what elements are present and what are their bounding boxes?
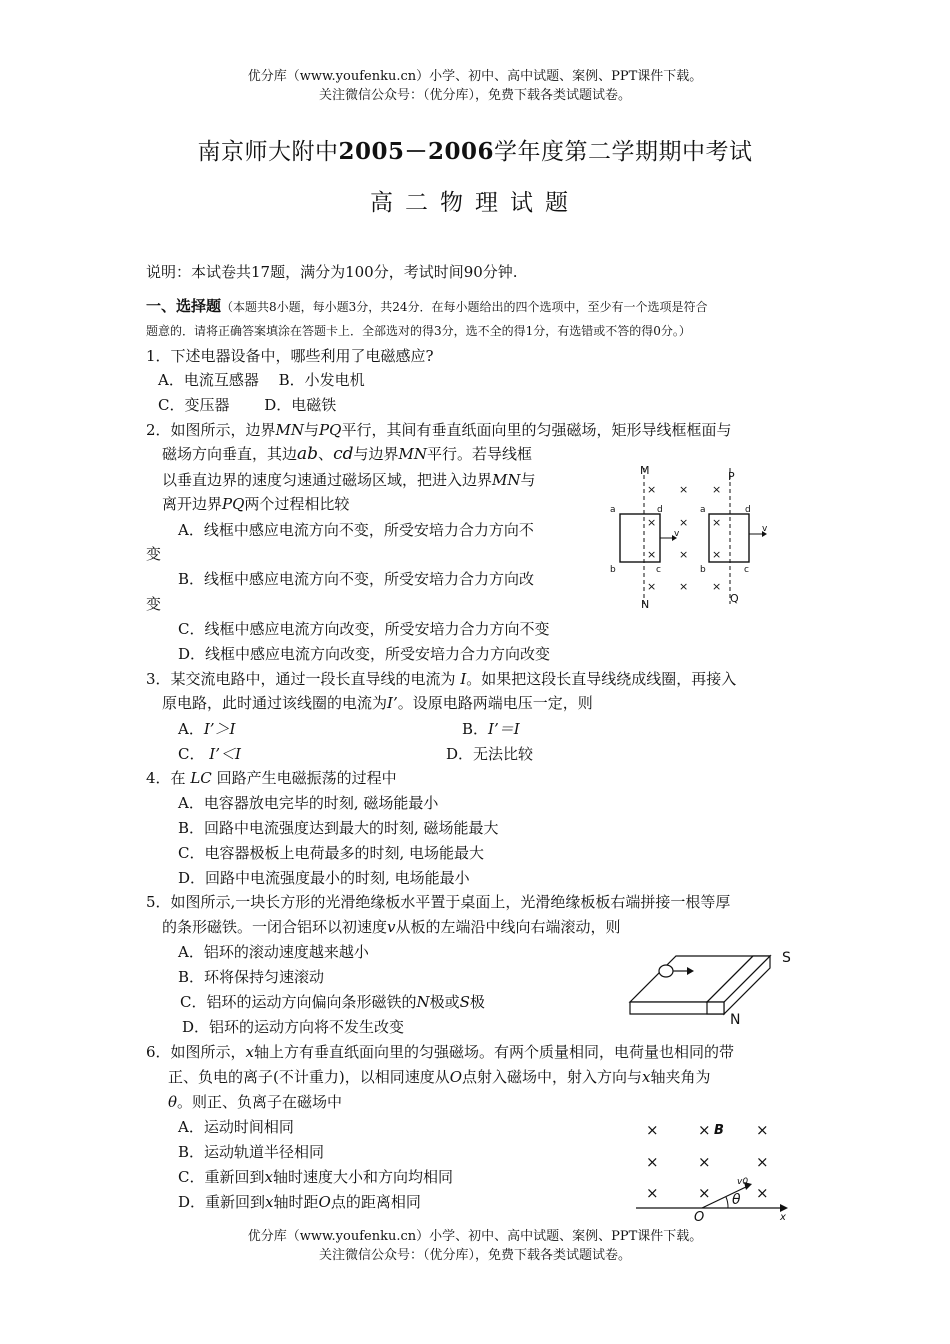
label-a2: a (700, 505, 706, 515)
origin-label: O (694, 1210, 705, 1222)
q3-stem-line1: 3．某交流电路中，通过一段长直导线的电流为 I。如果把这段长直导线绕成线圈，再接入 (146, 670, 737, 688)
exam-subject: 高二物理试题 (370, 190, 580, 216)
q5-option-c: C．铝环的运动方向偏向条形磁铁的N极或S极 (180, 993, 485, 1011)
field-crosses (647, 483, 721, 593)
q2-figure (604, 462, 794, 612)
label-d: d (657, 505, 663, 515)
label-m: M (640, 464, 650, 477)
q5-stem-line1: 5．如图所示,一块长方形的光滑绝缘板水平置于桌面上，光滑绝缘板板右端拼接一根等厚 (146, 893, 731, 911)
q6-option-a: A．运动时间相同 (178, 1118, 294, 1136)
q2-option-d: D．线框中感应电流方向改变，所受安培力合力方向改变 (178, 645, 551, 663)
q3-option-d: D．无法比较 (446, 745, 534, 763)
magnet-label-s: S (782, 950, 791, 966)
q6-option-c: C．重新回到x轴时速度大小和方向均相同 (178, 1168, 453, 1186)
svg-text:×: × (679, 548, 689, 561)
svg-text:×: × (679, 516, 689, 529)
q4-option-a: A．电容器放电完毕的时刻, 磁场能最小 (178, 794, 439, 812)
section1-desc: 题意的．请将正确答案填涂在答题卡上．全部选对的得3分，选不全的得1分，有选错或不答的得0分。） (146, 324, 691, 338)
aluminum-ring (659, 965, 673, 977)
q3-option-b: B．I’＝I (462, 720, 520, 738)
label-v-left: v (674, 529, 680, 539)
svg-text:×: × (679, 580, 689, 593)
q2-stem-line2: 磁场方向垂直，其边ab、cd与边界MN平行。若导线框 (162, 444, 532, 464)
svg-text:×: × (646, 1153, 659, 1171)
theta-label: θ (732, 1192, 741, 1208)
svg-text:×: × (647, 548, 657, 561)
svg-text:×: × (756, 1184, 769, 1202)
svg-text:×: × (646, 1121, 659, 1139)
x-axis-label: x (780, 1212, 786, 1222)
svg-text:×: × (679, 483, 689, 496)
q2-stem-line4: 离开边界PQ两个过程相比较 (162, 495, 350, 513)
magnet-front (707, 1002, 724, 1014)
field-crosses (646, 1121, 769, 1202)
q1-options-ab: A．电流互感器 B．小发电机 (158, 371, 365, 389)
q5-stem-line2: 的条形磁铁。一闭合铝环以初速度v从板的左端沿中线向右端滚动，则 (162, 918, 621, 936)
v0-label: v0 (737, 1177, 749, 1187)
label-b2: b (700, 565, 706, 575)
magnet-label-n: N (730, 1012, 741, 1026)
q1-stem: 1．下述电器设备中，哪些利用了电磁感应? (146, 347, 434, 365)
q2-stem-line3: 以垂直边界的速度匀速通过磁场区域，把进入边界MN与 (162, 471, 536, 489)
site-banner-top-line1: 优分库（www.youfenku.cn）小学、初中、高中试题、案例、PPT课件下载。 (247, 69, 703, 84)
q4-option-b: B．回路中电流强度达到最大的时刻, 磁场能最大 (178, 819, 499, 837)
q1-options-cd: C．变压器 D．电磁铁 (158, 396, 337, 414)
q3-option-a: A．I’＞I (178, 720, 236, 738)
label-p: P (728, 470, 735, 483)
q6-stem-line1: 6．如图所示，x轴上方有垂直纸面向里的匀强磁场。有两个质量相同，电荷量也相同的带 (146, 1043, 735, 1061)
q2-option-a-cont: 变 (146, 545, 162, 563)
label-a: a (610, 505, 616, 515)
svg-text:×: × (647, 516, 657, 529)
field-label-b: B (714, 1123, 724, 1138)
site-banner-top-line2: 关注微信公众号：（优分库），免费下载各类试题试卷。 (318, 88, 631, 103)
q5-figure (624, 944, 804, 1026)
q2-stem-line1: 2．如图所示，边界MN与PQ平行，其间有垂直纸面向里的匀强磁场，矩形导线框框面与 (146, 421, 732, 439)
section1-heading: 一、选择题（本题共8小题，每小题3分，共24分．在每小题给出的四个选项中，至少有一个选项是符合 (146, 297, 708, 315)
label-d2: d (745, 505, 751, 515)
svg-text:×: × (756, 1121, 769, 1139)
label-c2: c (744, 565, 749, 575)
svg-text:×: × (646, 1184, 659, 1202)
q6-figure (630, 1114, 794, 1222)
label-q: Q (730, 592, 739, 605)
q6-option-b: B．运动轨道半径相同 (178, 1143, 325, 1161)
label-b: b (610, 565, 616, 575)
q2-option-a: A．线框中感应电流方向不变，所受安培力合力方向不 (178, 521, 534, 539)
q4-option-d: D．回路中电流强度最小的时刻, 电场能最小 (178, 869, 470, 887)
svg-text:×: × (698, 1121, 711, 1139)
q2-option-b-cont: 变 (146, 595, 162, 613)
site-banner-bottom-line2: 关注微信公众号：（优分库），免费下载各类试题试卷。 (318, 1248, 631, 1263)
svg-text:×: × (756, 1153, 769, 1171)
q6-option-d: D．重新回到x轴时距O点的距离相同 (178, 1193, 421, 1211)
label-c: c (656, 565, 661, 575)
site-banner-bottom-line1: 优分库（www.youfenku.cn）小学、初中、高中试题、案例、PPT课件下载。 (247, 1229, 703, 1244)
q5-option-b: B．环将保持匀速滚动 (178, 968, 325, 986)
q4-option-c: C．电容器极板上电荷最多的时刻, 电场能最大 (178, 844, 485, 862)
q5-option-a: A．铝环的滚动速度越来越小 (178, 943, 369, 961)
svg-text:×: × (712, 548, 722, 561)
q3-option-c: C． I’＜I (178, 745, 241, 763)
q2-option-b: B．线框中感应电流方向不变，所受安培力合力方向改 (178, 570, 535, 588)
exam-title: 南京师大附中2005－2006学年度第二学期期中考试 (197, 138, 753, 165)
q5-option-d: D．铝环的运动方向将不发生改变 (182, 1018, 405, 1036)
q6-stem-line3: θ。则正、负离子在磁场中 (168, 1093, 343, 1111)
svg-text:×: × (647, 483, 657, 496)
label-n: N (641, 598, 650, 611)
svg-text:×: × (712, 516, 722, 529)
svg-text:×: × (712, 483, 722, 496)
svg-text:×: × (698, 1153, 711, 1171)
exam-note: 说明：本试卷共17题，满分为100分，考试时间90分钟. (146, 263, 518, 281)
svg-text:×: × (647, 580, 657, 593)
q3-stem-line2: 原电路，此时通过该线圈的电流为I’。设原电路两端电压一定，则 (162, 694, 593, 712)
svg-text:×: × (698, 1184, 711, 1202)
label-v-right: v (762, 524, 768, 534)
q2-option-c: C．线框中感应电流方向改变，所受安培力合力方向不变 (178, 620, 550, 638)
q6-stem-line2: 正、负电的离子(不计重力)，以相同速度从O点射入磁场中，射入方向与x轴夹角为 (168, 1068, 711, 1086)
q4-stem: 4．在 LC 回路产生电磁振荡的过程中 (146, 769, 397, 787)
svg-text:×: × (712, 580, 722, 593)
